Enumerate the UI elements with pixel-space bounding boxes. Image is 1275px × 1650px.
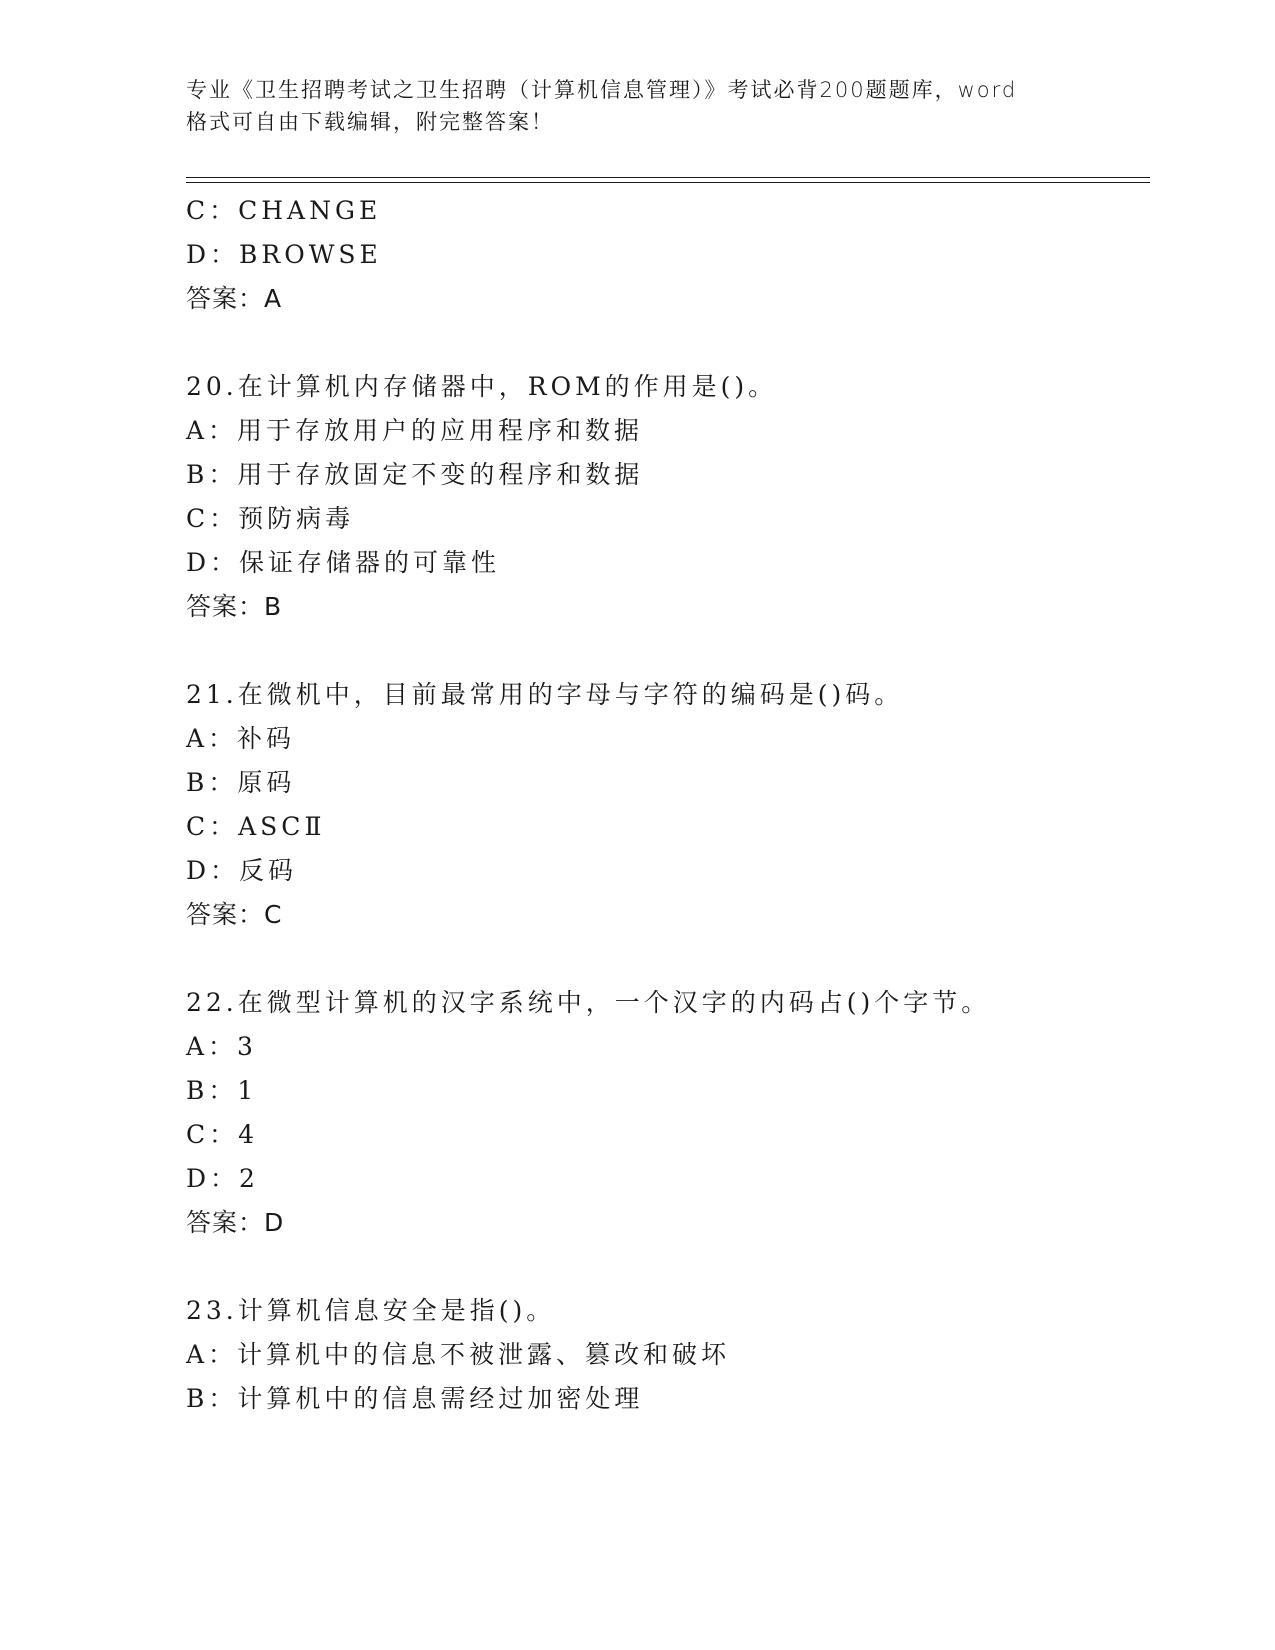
option-b: B：原码	[186, 768, 296, 797]
option-c: C：4	[186, 1120, 259, 1149]
question-stem: 23.计算机信息安全是指()。	[186, 1296, 556, 1325]
question-stem: 20.在计算机内存储器中，ROM的作用是()。	[186, 372, 778, 401]
answer: 答案：B	[186, 592, 283, 621]
header-divider-top	[186, 177, 1150, 178]
header-line-1: 专业《卫生招聘考试之卫生招聘（计算机信息管理）》考试必背200题题库，word	[186, 78, 1018, 102]
option-c: C：ASCⅡ	[186, 812, 326, 841]
option-b: B：计算机中的信息需经过加密处理	[186, 1384, 644, 1413]
option-b: B：用于存放固定不变的程序和数据	[186, 460, 644, 489]
option-a: A：用于存放用户的应用程序和数据	[186, 416, 644, 445]
header-divider-bottom	[186, 182, 1150, 183]
document-header	[186, 74, 1086, 138]
question-stem: 22.在微型计算机的汉字系统中，一个汉字的内码占()个字节。	[186, 988, 991, 1017]
answer: 答案：D	[186, 1208, 285, 1237]
prev-option-c: C：CHANGE	[186, 196, 382, 225]
option-d: D：保证存储器的可靠性	[186, 548, 501, 577]
header-line-2: 格式可自由下载编辑，附完整答案！	[186, 110, 554, 134]
prev-option-d: D：BROWSE	[186, 240, 382, 269]
option-a: A：补码	[186, 724, 296, 753]
option-d: D：2	[186, 1164, 259, 1193]
prev-answer: 答案：A	[186, 284, 283, 313]
option-c: C：预防病毒	[186, 504, 355, 533]
answer: 答案：C	[186, 900, 283, 929]
question-stem: 21.在微机中，目前最常用的字母与字符的编码是()码。	[186, 680, 904, 709]
option-a: A：计算机中的信息不被泄露、篡改和破坏	[186, 1340, 731, 1369]
option-a: A：3	[186, 1032, 257, 1061]
option-d: D：反码	[186, 856, 298, 885]
option-b: B：1	[186, 1076, 258, 1105]
